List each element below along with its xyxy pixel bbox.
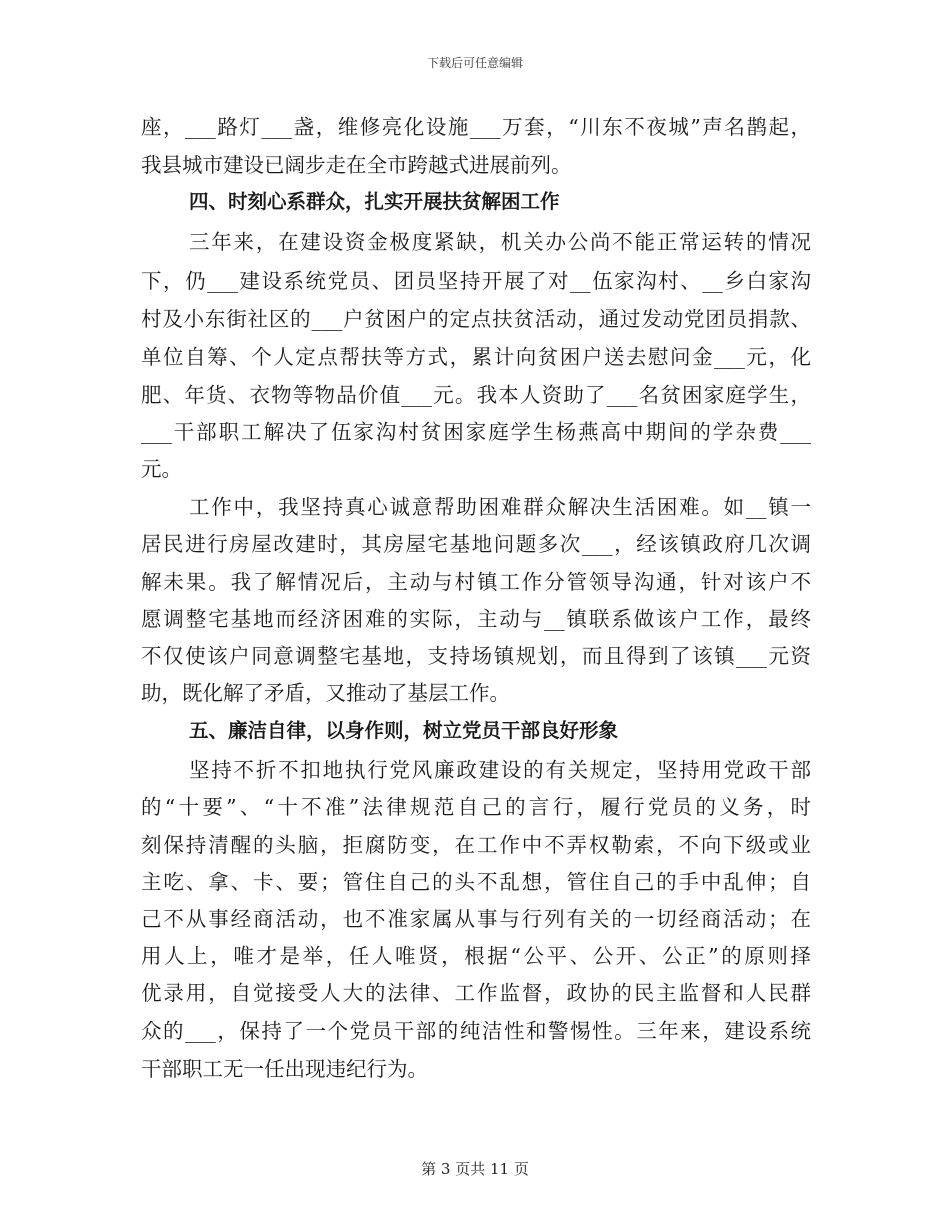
paragraph-line: 干部职工无一任出现违纪行为。 [141,1057,428,1081]
paragraph-line: 居民进行房屋改建时，其房屋宅基地问题多次___，经该镇政府几次调 [141,532,811,556]
paragraph-line: ___干部职工解决了伍家沟村贫困家庭学生杨燕高中期间的学杂费___ [141,420,811,444]
section-heading-4: 四、时刻心系群众，扎实开展扶贫解困工作 [189,190,560,213]
paragraph-line: 用人上，唯才是举，任人唯贤，根据“公平、公开、公正”的原则择 [141,944,811,968]
paragraph-line: 助，既化解了矛盾，又推动了基层工作。 [141,681,510,705]
paragraph-line: 村及小东街社区的___户贫困户的定点扶贫活动，通过发动党团员捐款、 [141,307,811,331]
paragraph-line: 优录用，自觉接受人大的法律、工作监督，政协的民主监督和人民群 [141,981,811,1005]
section-heading-5: 五、廉洁自律，以身作则，树立党员干部良好形象 [189,719,619,742]
paragraph-line: 元。 [141,457,182,481]
page-number: 第 3 页共 11 页 [421,1160,529,1178]
paragraph-line: 座，___路灯___盏，维修亮化设施___万套，“川东不夜城”声名鹊起， [141,115,811,139]
paragraph-line: 愿调整宅基地而经济困难的实际，主动与__镇联系做该户工作，最终 [141,607,811,631]
paragraph-line: 肥、年货、衣物等物品价值___元。我本人资助了___名贫困家庭学生， [141,383,811,407]
paragraph-line: 主吃、拿、卡、要；管住自己的头不乱想，管住自己的手中乱伸；自 [141,870,811,894]
page-header: 下载后可任意编辑 [426,56,523,70]
paragraph-line: 工作中，我坚持真心诚意帮助困难群众解决生活困难。如__镇一 [189,495,811,519]
paragraph-line: 解未果。我了解情况后，主动与村镇工作分管领导沟通，针对该户不 [141,570,811,594]
paragraph-line: 下，仍___建设系统党员、团员坚持开展了对__伍家沟村、__乡白家沟 [141,269,811,293]
paragraph-line: 众的___，保持了一个党员干部的纯洁性和警惕性。三年来，建设系统 [141,1019,811,1043]
paragraph-line: 单位自筹、个人定点帮扶等方式，累计向贫困户送去慰问金___元，化 [141,345,811,369]
paragraph-line: 三年来，在建设资金极度紧缺，机关办公尚不能正常运转的情况 [189,230,811,254]
paragraph-line: 己不从事经商活动，也不准家属从事与行列有关的一切经商活动；在 [141,907,811,931]
paragraph-line: 坚持不折不扣地执行党风廉政建设的有关规定，坚持用党政干部 [189,758,811,782]
paragraph-line: 的“十要”、“十不准”法律规范自己的言行，履行党员的义务，时 [141,795,811,819]
paragraph-line: 不仅使该户同意调整宅基地，支持场镇规划，而且得到了该镇___元资 [141,644,811,668]
paragraph-line: 刻保持清醒的头脑，拒腐防变，在工作中不弄权勒索，不向下级或业 [141,833,811,857]
paragraph-line: 我县城市建设已阔步走在全市跨越式进展前列。 [141,153,572,177]
